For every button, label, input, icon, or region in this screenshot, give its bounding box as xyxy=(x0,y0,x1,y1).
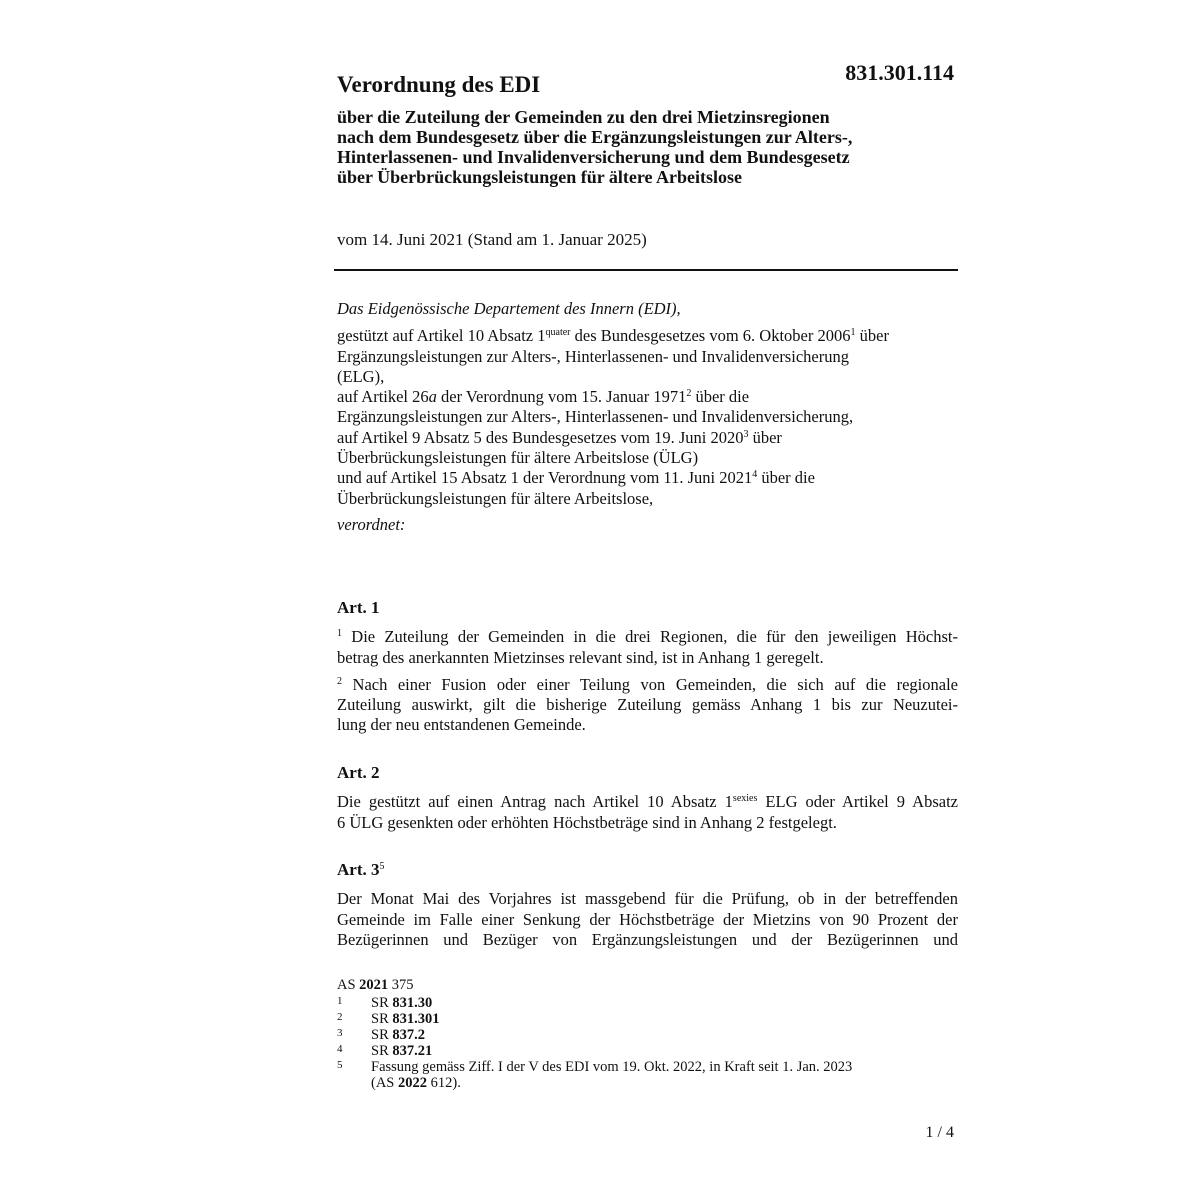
sr-number: 831.301.114 xyxy=(845,60,954,85)
text-span: AS xyxy=(337,977,360,993)
footnote-number: 5 xyxy=(337,1059,343,1071)
text-span: SR xyxy=(371,995,393,1011)
paragraph-number: 1 xyxy=(337,628,342,640)
text-span: SR xyxy=(371,1011,393,1027)
footnote-text xyxy=(371,995,958,1011)
paragraph-line: 6 ÜLG gesenkten oder erhöhten Höchstbeträge sind in Anhang 2 festgelegt. xyxy=(337,812,837,832)
paragraph-line: Gemeinde im Falle einer Senkung der Höchstbeträge der Mietzins von 90 Prozent der xyxy=(337,909,958,929)
text-span: 2022 xyxy=(398,1075,427,1091)
text-span: auf Artikel 26 xyxy=(337,387,429,407)
subtitle-line: über die Zuteilung der Gemeinden zu den drei Mietzinsregionen xyxy=(337,107,830,127)
document-title: Verordnung des EDI xyxy=(337,72,541,97)
footnote-ref[interactable]: 4 xyxy=(752,469,758,481)
paragraph-line xyxy=(337,675,958,695)
text-span: auf Artikel 9 Absatz 5 des Bundesgesetzes vom 19. Juni 2020 xyxy=(337,427,744,447)
footnote-ref[interactable]: 2 xyxy=(686,388,692,400)
preamble-line: Überbrückungsleistungen für ältere Arbeitslose (ÜLG) xyxy=(337,448,699,468)
text-span: 837.21 xyxy=(392,1043,433,1059)
paragraph-line: Der Monat Mai des Vorjahres ist massgebend für die Prüfung, ob in der betreffenden xyxy=(337,889,958,909)
text-span: der Verordnung vom 15. Januar 1971 xyxy=(436,387,687,407)
preamble-line: (ELG), xyxy=(337,366,385,386)
preamble-line: Ergänzungsleistungen zur Alters-, Hinterlassenen- und Invalidenversicherung, xyxy=(337,407,854,427)
footnote-number: 2 xyxy=(337,1011,343,1023)
footnote-ref[interactable]: 5 xyxy=(379,861,385,872)
paragraph-line: Bezügerinnen und Bezüger von Ergänzungsleistungen und der Bezügerinnen und xyxy=(337,929,958,949)
text-span: über die xyxy=(757,468,815,488)
text-span: über die xyxy=(691,387,750,407)
text-span: 831.30 xyxy=(392,995,433,1011)
document-page xyxy=(337,0,958,1200)
text-span: über xyxy=(748,427,782,447)
text-span: SR xyxy=(371,1027,393,1043)
footnote-ref[interactable]: 3 xyxy=(743,428,749,440)
preamble-line: Überbrückungsleistungen für ältere Arbeitslose, xyxy=(337,488,654,508)
footnote xyxy=(337,1043,958,1059)
article-2 xyxy=(337,763,958,840)
text-span: des Bundesgesetzes vom 6. Oktober 2006 xyxy=(570,326,851,346)
superscript: sexies xyxy=(732,793,758,805)
text-span: und auf Artikel 15 Absatz 1 der Verordnung vom 11. Juni 2021 xyxy=(337,468,753,488)
article-paragraph xyxy=(337,792,958,833)
document-subtitle xyxy=(337,107,937,187)
footnote-text xyxy=(371,1027,958,1043)
text-span: Fassung gemäss Ziff. I der V des EDI vom 19. Okt. 2022, in Kraft seit 1. Jan. 2023 xyxy=(371,1059,853,1075)
text-span: Nach einer Fusion oder einer Teilung von Gemeinden, die sich auf die regionale xyxy=(342,674,958,694)
footnotes xyxy=(337,977,958,1091)
preamble-intro: Das Eidgenössische Departement des Innern (EDI), xyxy=(337,299,681,318)
text-span: ELG oder Artikel 9 Absatz xyxy=(757,792,958,812)
text-span: 837.2 xyxy=(392,1027,425,1043)
footnote-ref[interactable]: 1 xyxy=(850,327,856,339)
official-compilation-reference xyxy=(337,977,958,993)
article-paragraph xyxy=(337,889,958,950)
article-heading: Art. 1 xyxy=(337,598,380,617)
title-divider xyxy=(334,269,958,271)
footnote xyxy=(337,1059,958,1091)
italic-letter: a xyxy=(428,387,437,407)
text-span: SR xyxy=(371,1043,393,1059)
preamble-line xyxy=(337,326,958,346)
preamble xyxy=(337,299,958,535)
text-span: 831.301 xyxy=(392,1011,440,1027)
article-paragraph xyxy=(337,675,958,736)
preamble-line xyxy=(337,387,958,407)
article-heading: Art. 2 xyxy=(337,763,380,782)
paragraph-line xyxy=(337,792,958,812)
footnote-text xyxy=(371,1011,958,1027)
document-date: vom 14. Juni 2021 (Stand am 1. Januar 2025) xyxy=(337,230,647,249)
footnote xyxy=(337,995,958,1011)
preamble-line xyxy=(337,428,958,448)
text-span: (AS xyxy=(371,1075,398,1091)
footnote-text xyxy=(371,1043,958,1059)
text-span: 375 xyxy=(388,977,414,993)
superscript: quater xyxy=(545,327,571,339)
text-span: gestützt auf Artikel 10 Absatz 1 xyxy=(337,326,546,346)
text-span: 2021 xyxy=(359,977,389,993)
paragraph-line: betrag des anerkannten Mietzinses relevant sind, ist in Anhang 1 geregelt. xyxy=(337,647,824,667)
footnote-number: 3 xyxy=(337,1027,343,1039)
preamble-closing: verordnet: xyxy=(337,514,406,534)
page-number: 1 / 4 xyxy=(925,1124,954,1141)
text-span: Die gestützt auf einen Antrag nach Artikel 10 Absatz 1 xyxy=(337,792,733,812)
text-span: Art. 3 xyxy=(337,860,380,879)
footnote-number: 4 xyxy=(337,1043,343,1055)
paragraph-line: lung der neu entstandenen Gemeinde. xyxy=(337,715,586,735)
article-paragraph xyxy=(337,627,958,668)
subtitle-line: über Überbrückungsleistungen für ältere Arbeitslose xyxy=(337,167,743,187)
paragraph-number: 2 xyxy=(337,675,342,687)
footnote xyxy=(337,1027,958,1043)
subtitle-line: Hinterlassenen- und Invalidenversicherung und dem Bundesgesetz xyxy=(337,147,850,167)
text-span: Die Zuteilung der Gemeinden in die drei Regionen, die für den jeweiligen Höchst- xyxy=(342,627,958,647)
preamble-line: Ergänzungsleistungen zur Alters-, Hinterlassenen- und Invalidenversicherung xyxy=(337,346,849,366)
article-3 xyxy=(337,860,958,957)
text-span: über xyxy=(855,326,889,346)
paragraph-line: Zuteilung auswirkt, gilt die bisherige Zuteilung gemäss Anhang 1 bis zur Neuzutei- xyxy=(337,695,958,715)
text-span xyxy=(371,1075,958,1091)
footnote-number: 1 xyxy=(337,995,343,1007)
text-span: 612). xyxy=(427,1075,461,1091)
article-1 xyxy=(337,598,958,743)
subtitle-line: nach dem Bundesgesetz über die Ergänzungsleistungen zur Alters-, xyxy=(337,127,853,147)
footnote xyxy=(337,1011,958,1027)
article-heading xyxy=(337,860,958,880)
preamble-line xyxy=(337,468,958,488)
footnote-text xyxy=(371,1059,958,1091)
paragraph-line xyxy=(337,627,958,647)
